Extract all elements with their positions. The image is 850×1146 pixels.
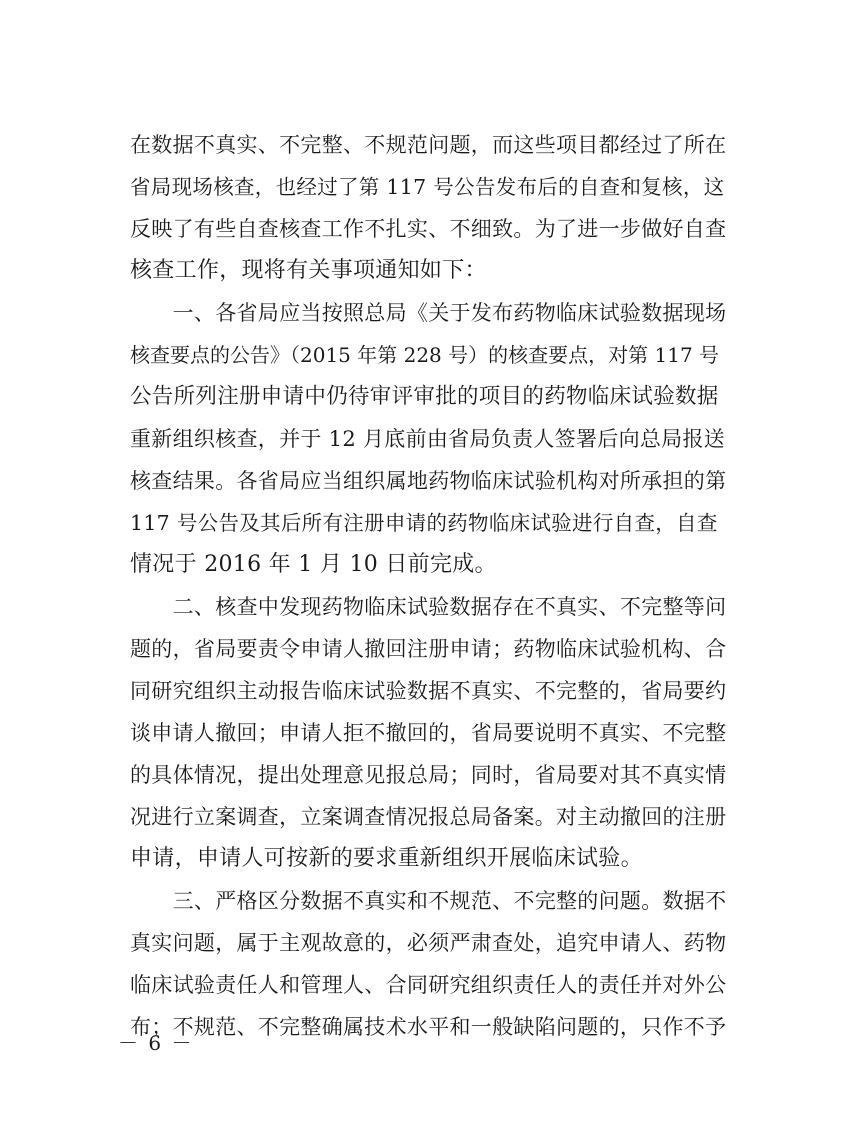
text-line: 真实问题，属于主观故意的，必须严肃查处，追究申请人、药物 [130, 931, 727, 955]
text-line: 况进行立案调查，立案调查情况报总局备案。对主动撤回的注册 [130, 805, 727, 829]
text-line: 反映了有些自查核查工作不扎实、不细致。为了进一步做好自查 [130, 217, 727, 241]
text-line: 同研究组织主动报告临床试验数据不真实、不完整的，省局要约 [130, 679, 727, 703]
text-line: 核查结果。各省局应当组织属地药物临床试验机构对所承担的第 [130, 469, 727, 493]
text-line: 二、核查中发现药物临床试验数据存在不真实、不完整等问 [130, 595, 727, 619]
text-line: 公告所列注册申请中仍待审评审批的项目的药物临床试验数据 [130, 384, 719, 409]
text-line: 三、严格区分数据不真实和不规范、不完整的问题。数据不 [130, 889, 727, 913]
text-line: 在数据不真实、不完整、不规范问题，而这些项目都经过了所在 [130, 133, 727, 157]
text-line: 核查工作，现将有关事项通知如下： [130, 258, 487, 283]
text-line: 核查要点的公告》（2015 年第 228 号）的核查要点，对第 117 号 [130, 343, 720, 367]
text-line: 布；不规范、不完整确属技术水平和一般缺陷问题的，只作不予 [130, 1015, 727, 1039]
text-line: 谈申请人撤回；申请人拒不撤回的，省局要说明不真实、不完整 [130, 721, 727, 745]
text-line: 临床试验责任人和管理人、合同研究组织责任人的责任并对外公 [130, 973, 727, 997]
text-line: 题的，省局要责令申请人撤回注册申请；药物临床试验机构、合 [130, 637, 727, 661]
text-line: 申请，申请人可按新的要求重新组织开展临床试验。 [130, 846, 643, 871]
text-line: 省局现场核查，也经过了第 117 号公告发布后的自查和复核，这 [130, 175, 725, 199]
body-text [130, 124, 730, 1048]
text-line: 重新组织核查，并于 12 月底前由省局负责人签署后向总局报送 [130, 427, 726, 451]
text-line: 117 号公告及其后所有注册申请的药物临床试验进行自查，自查 [130, 511, 718, 535]
text-line: 的具体情况，提出处理意见报总局；同时，省局要对其不真实情 [130, 763, 727, 787]
page-number: － 6 － [118, 1031, 194, 1055]
text-line: 情况于 2016 年 1 月 10 日前完成。 [130, 552, 497, 577]
text-line: 一、各省局应当按照总局《关于发布药物临床试验数据现场 [130, 301, 727, 325]
